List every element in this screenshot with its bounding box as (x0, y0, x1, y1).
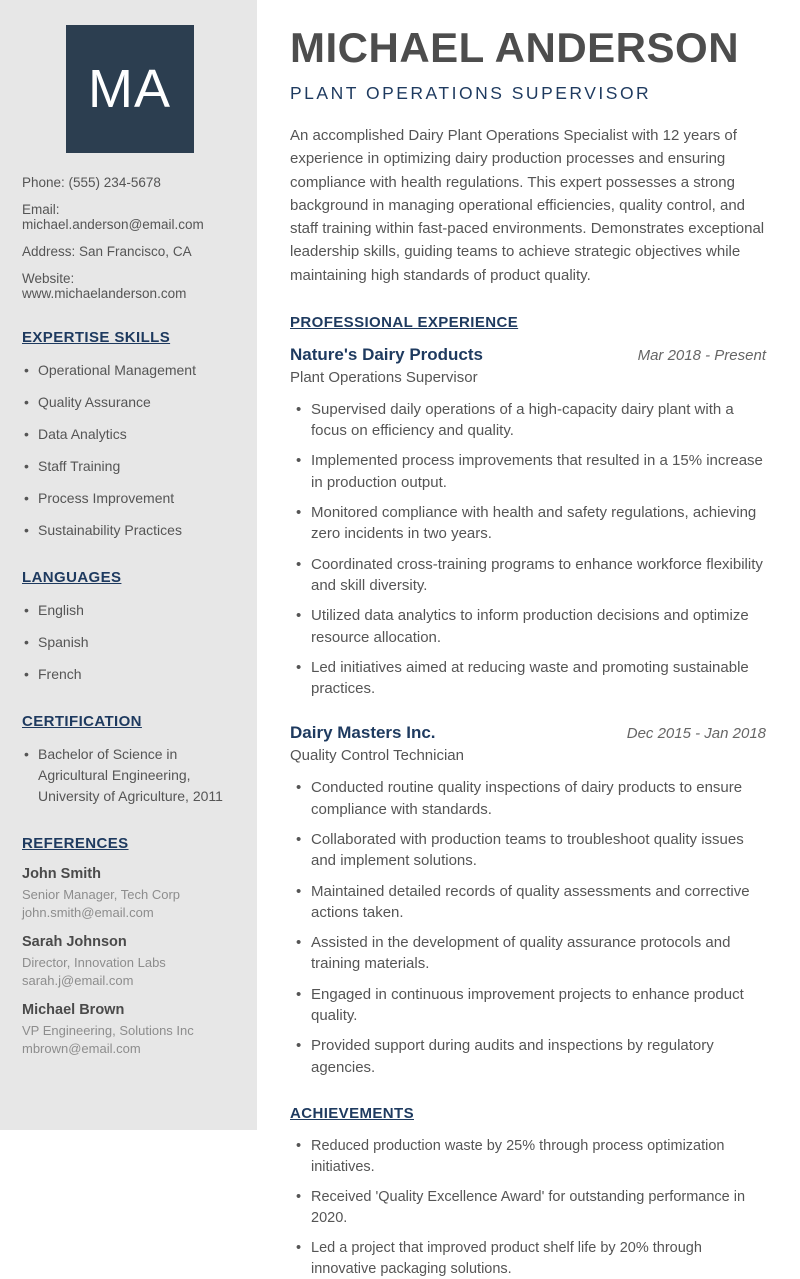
reference-email: john.smith@email.com (22, 904, 154, 920)
achievements-heading: ACHIEVEMENTS (290, 1104, 414, 1122)
reference-email: mbrown@email.com (22, 1040, 141, 1056)
monogram-avatar (66, 25, 194, 153)
contact-website: Website: www.michaelanderson.com (22, 271, 187, 301)
company-name: Dairy Masters Inc. (290, 723, 436, 743)
job-bullet-list (290, 399, 766, 700)
person-name: MICHAEL ANDERSON (290, 24, 740, 71)
job-bullet: • Monitored compliance with health and safety regulations, achieving zero incidents in two years. (290, 502, 766, 545)
certification-list (22, 744, 237, 807)
reference-name: Sarah Johnson (22, 934, 127, 951)
experience-heading: PROFESSIONAL EXPERIENCE (290, 313, 519, 331)
job-bullet: • Engaged in continuous improvement projects to enhance product quality. (290, 984, 766, 1027)
achievements-list (290, 1136, 766, 1279)
job-bullet: • Assisted in the development of quality assurance protocols and training materials. (290, 932, 766, 975)
reference-email: sarah.j@email.com (22, 972, 134, 988)
languages-list (22, 600, 237, 685)
skill-item: • Staff Training (22, 456, 237, 477)
main-content (257, 0, 800, 1277)
achievement-item: • Led a project that improved product shelf life by 20% through innovative packaging solutions. (290, 1238, 766, 1279)
reference-name: John Smith (22, 866, 101, 882)
sidebar (0, 0, 257, 1130)
company-name: Nature's Dairy Products (290, 344, 483, 364)
job-bullet: • Maintained detailed records of quality assessments and corrective actions taken. (290, 881, 766, 924)
contact-address: Address: San Francisco, CA (22, 244, 192, 259)
person-job-title: PLANT OPERATIONS SUPERVISOR (290, 83, 652, 104)
reference-name: Michael Brown (22, 1002, 125, 1019)
expertise-section (22, 329, 237, 541)
monogram-initials: MA (88, 59, 171, 119)
job-title: Plant Operations Supervisor (290, 368, 478, 386)
language-item: • Spanish (22, 632, 237, 653)
reference-role: VP Engineering, Solutions Inc (22, 1023, 194, 1039)
reference-entry (22, 866, 237, 921)
achievement-item: • Received 'Quality Excellence Award' for outstanding performance in 2020. (290, 1187, 766, 1228)
certification-section (22, 713, 237, 807)
job-bullet: • Utilized data analytics to inform production decisions and optimize resource allocation. (290, 605, 766, 648)
languages-heading: LANGUAGES (22, 569, 122, 586)
job-dates: Mar 2018 - Present (637, 346, 766, 364)
contact-phone: Phone: (555) 234-5678 (22, 175, 161, 190)
contact-info (22, 175, 237, 301)
job-bullet: • Collaborated with production teams to troubleshoot quality issues and implement solutions. (290, 829, 766, 872)
skill-item: • Process Improvement (22, 488, 237, 509)
certification-item: • Bachelor of Science in Agricultural Engineering, University of Agriculture, 2011 (22, 744, 237, 807)
reference-role: Senior Manager, Tech Corp (22, 887, 181, 902)
contact-email: Email: michael.anderson@email.com (22, 202, 204, 232)
skill-item: • Quality Assurance (22, 392, 237, 413)
reference-entry (22, 934, 237, 989)
job-bullet-list (290, 777, 766, 1078)
job-bullet: • Coordinated cross-training programs to enhance workforce flexibility and skill diversity. (290, 554, 766, 597)
job-title: Quality Control Technician (290, 747, 464, 765)
job-dates: Dec 2015 - Jan 2018 (626, 725, 766, 743)
skill-item: • Operational Management (22, 360, 237, 381)
languages-section (22, 569, 237, 685)
language-item: • French (22, 664, 237, 685)
expertise-list (22, 360, 237, 541)
reference-role: Director, Innovation Labs (22, 955, 166, 971)
references-section (22, 835, 237, 1057)
job-entry (290, 723, 766, 1078)
job-bullet: • Supervised daily operations of a high-capacity dairy plant with a focus on efficiency and quality. (290, 399, 766, 442)
skill-item: • Sustainability Practices (22, 520, 237, 541)
summary-paragraph: An accomplished Dairy Plant Operations Specialist with 12 years of experience in optimizing dairy production processes and ensuring compliance with health regulations. This expert possesses a strong background in managing operational efficiencies, quality control, and staff training within fast-paced environments. Demonstrates exceptional leadership skills, guiding teams to achieve strategic objectives while maintaining high standards of product quality. (290, 127, 765, 284)
achievement-item: • Reduced production waste by 25% through process optimization initiatives. (290, 1136, 766, 1177)
job-header-row (290, 345, 766, 365)
job-bullet: • Led initiatives aimed at reducing waste and promoting sustainable practices. (290, 657, 766, 700)
job-header-row (290, 723, 766, 743)
job-bullet: • Provided support during audits and inspections by regulatory agencies. (290, 1035, 766, 1078)
language-item: • English (22, 600, 237, 621)
job-bullet: • Conducted routine quality inspections of dairy products to ensure compliance with standards. (290, 777, 766, 820)
references-heading: REFERENCES (22, 835, 129, 852)
certification-heading: CERTIFICATION (22, 713, 142, 730)
job-entry (290, 345, 766, 700)
reference-entry (22, 1002, 237, 1057)
skill-item: • Data Analytics (22, 424, 237, 445)
expertise-heading: EXPERTISE SKILLS (22, 329, 171, 346)
job-bullet: • Implemented process improvements that resulted in a 15% increase in production output. (290, 450, 766, 493)
